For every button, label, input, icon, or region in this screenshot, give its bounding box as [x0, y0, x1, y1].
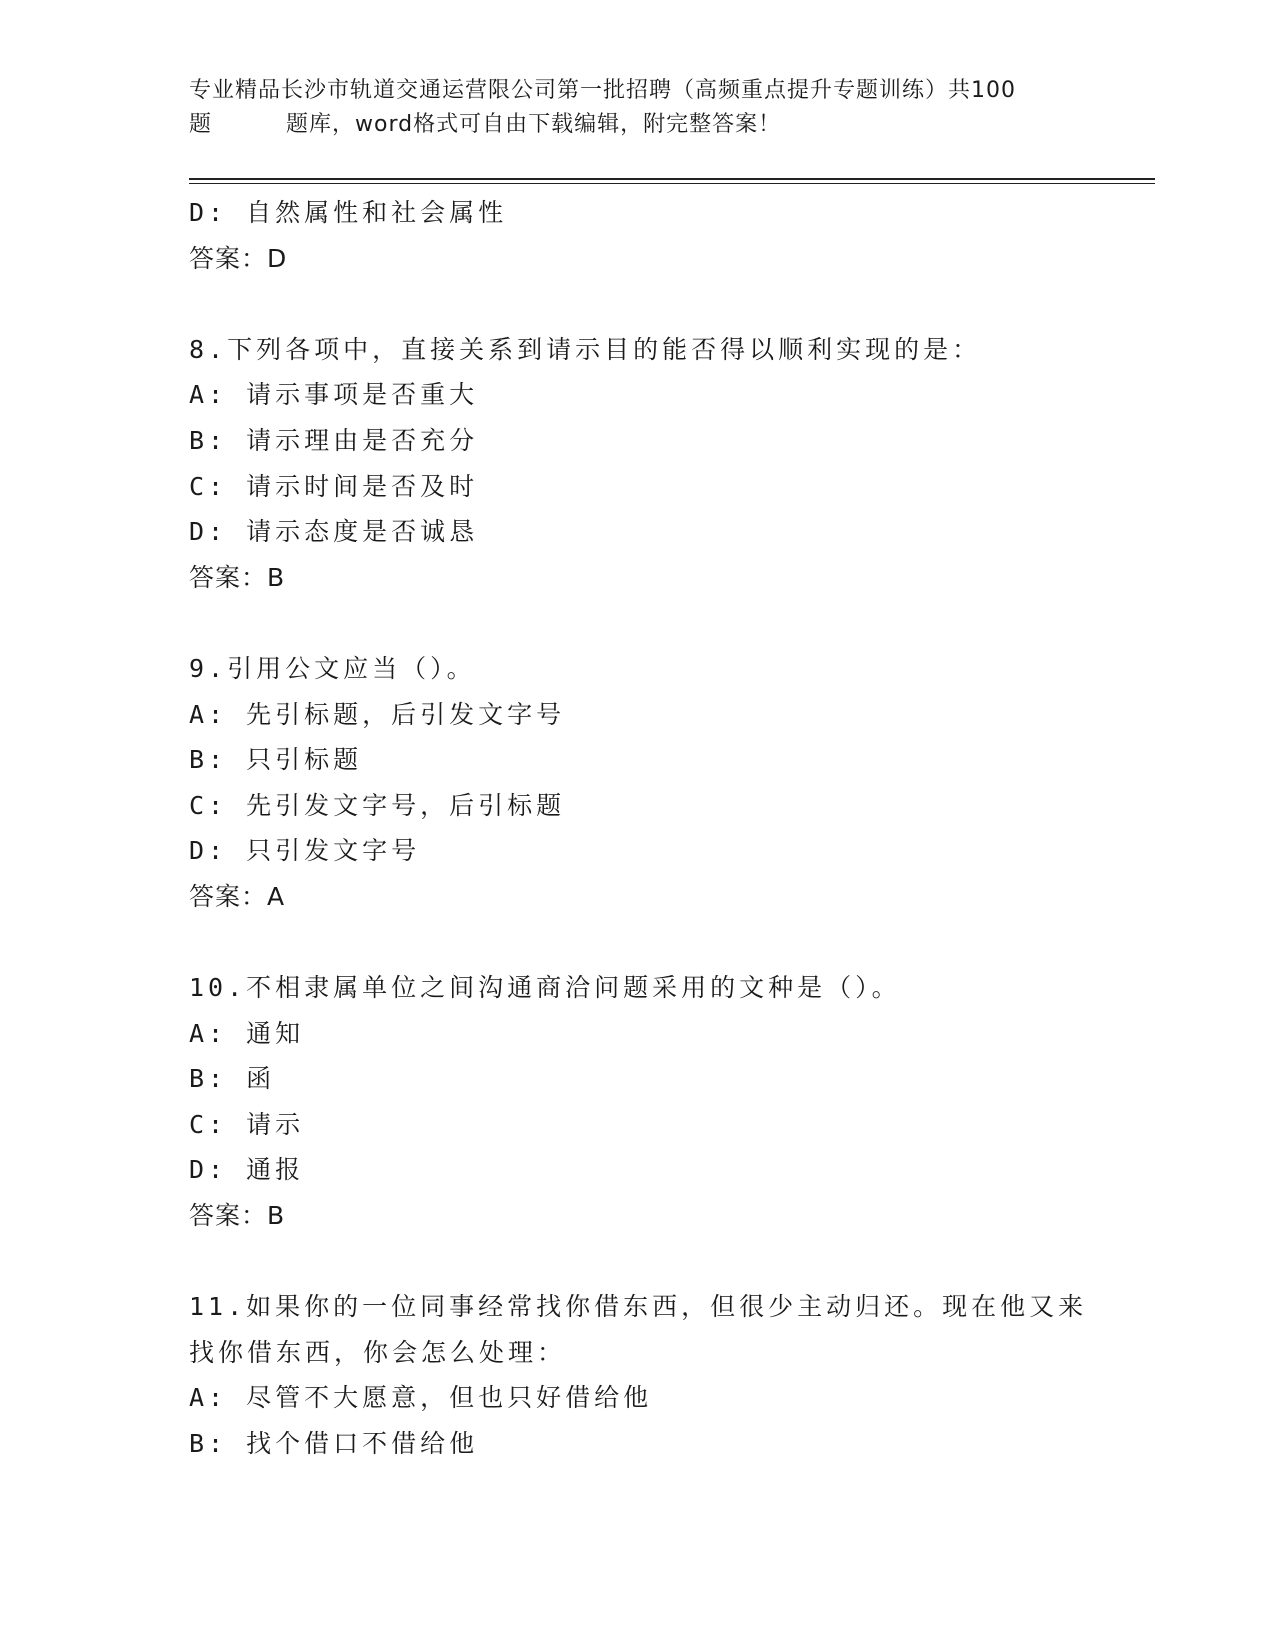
- question-list: [189, 190, 1109, 1467]
- block-spacer: [189, 281, 1109, 327]
- option-a: A: 请示事项是否重大: [189, 380, 479, 410]
- option-c: C: 先引发文字号，后引标题: [189, 790, 566, 820]
- option-a: A: 先引标题，后引发文字号: [189, 699, 566, 729]
- option-d: D: 通报: [189, 1155, 305, 1185]
- option-c: C: 请示: [189, 1109, 305, 1139]
- block-spacer: [189, 920, 1109, 966]
- document-header: [189, 74, 1089, 142]
- option-b: B: 只引标题: [189, 745, 363, 775]
- header-title-line-2-head: 题: [189, 112, 213, 137]
- header-title-line-2: [189, 108, 1089, 142]
- option-b: B: 函: [189, 1064, 276, 1094]
- block-spacer: [189, 1239, 1109, 1285]
- option-d: D: 请示态度是否诚恳: [189, 517, 479, 547]
- option-d: D: 自然属性和社会属性: [189, 198, 508, 227]
- question-block: [189, 646, 1109, 920]
- question-block: [189, 965, 1109, 1239]
- option-a: A: 尽管不大愿意，但也只好借给他: [189, 1383, 653, 1413]
- question-block: [189, 190, 1109, 281]
- option-c: C: 请示时间是否及时: [189, 471, 479, 501]
- question-text: 10.不相隶属单位之间沟通商洽问题采用的文种是（）。: [189, 973, 901, 1003]
- header-title-line-1: 专业精品长沙市轨道交通运营限公司第一批招聘（高频重点提升专题训练）共100: [189, 78, 1016, 103]
- question-text-continued: 找你借东西，你会怎么处理：: [189, 1337, 567, 1367]
- question-block: [189, 1284, 1109, 1466]
- header-title-line-2-tail: 题库，word格式可自由下载编辑，附完整答案！: [286, 112, 782, 137]
- answer-line: 答案：B: [189, 1201, 286, 1231]
- answer-line: 答案：D: [189, 243, 288, 273]
- question-text: 11.如果你的一位同事经常找你借东西，但很少主动归还。现在他又来: [189, 1292, 1088, 1322]
- answer-line: 答案：A: [189, 881, 286, 911]
- header-divider-thin: [189, 183, 1155, 184]
- header-divider-thick: [189, 178, 1155, 180]
- option-d: D: 只引发文字号: [189, 836, 421, 866]
- question-block: [189, 327, 1109, 601]
- question-text: 8.下列各项中，直接关系到请示目的能否得以顺利实现的是：: [189, 334, 982, 364]
- option-b: B: 找个借口不借给他: [189, 1429, 479, 1459]
- block-spacer: [189, 600, 1109, 646]
- question-text: 9.引用公文应当（）。: [189, 653, 476, 683]
- option-a: A: 通知: [189, 1018, 305, 1048]
- answer-line: 答案：B: [189, 562, 286, 592]
- option-b: B: 请示理由是否充分: [189, 425, 479, 455]
